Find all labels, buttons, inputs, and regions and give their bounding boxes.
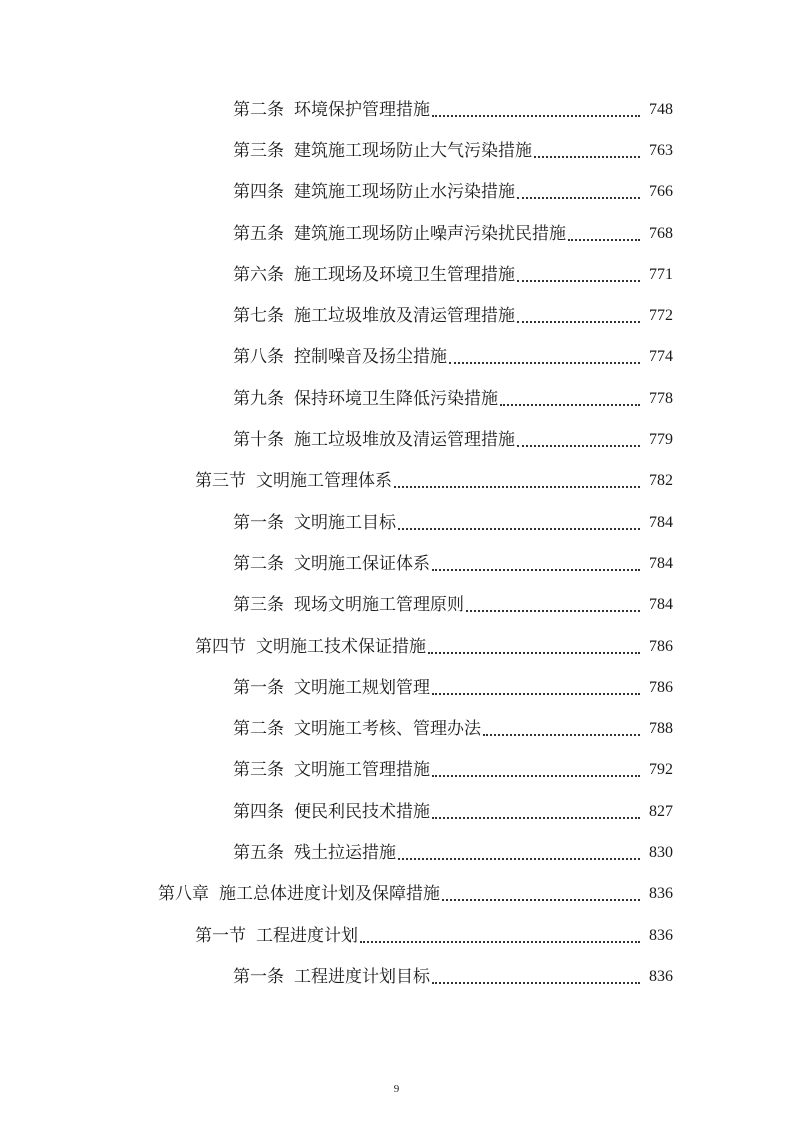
toc-entry-page: 768 [649, 224, 673, 242]
toc-entry[interactable] [0, 585, 793, 626]
toc-leader-dots [517, 301, 640, 323]
toc-entry-label [233, 678, 430, 698]
toc-leader-dots [432, 962, 640, 984]
toc-entry-number: 第一条 [233, 512, 284, 533]
toc-entry-label [233, 224, 566, 244]
toc-leader-dots [483, 714, 640, 736]
toc-entry-label [233, 719, 481, 739]
toc-entry-title: 环境保护管理措施 [294, 99, 430, 120]
toc-entry-label [195, 637, 426, 657]
toc-leader-dots [360, 921, 640, 943]
toc-entry[interactable] [0, 832, 793, 873]
toc-entry-title: 施工垃圾堆放及清运管理措施 [294, 430, 515, 451]
toc-entry-page: 827 [649, 802, 673, 820]
toc-entry-label [233, 967, 430, 987]
toc-entry-page: 766 [649, 183, 673, 201]
toc-entry-label [233, 554, 430, 574]
toc-entry-label [233, 802, 430, 822]
toc-entry-page: 778 [649, 389, 673, 407]
toc-entry-label [233, 347, 447, 367]
toc-entry-number: 第四条 [233, 801, 284, 822]
toc-entry-page: 786 [649, 637, 673, 655]
toc-entry-page: 788 [649, 720, 673, 738]
toc-entry-label [233, 182, 515, 202]
toc-entry-title: 建筑施工现场防止水污染措施 [294, 182, 515, 203]
toc-leader-dots [432, 797, 640, 819]
toc-leader-dots [466, 590, 640, 612]
toc-entry-title: 文明施工管理措施 [294, 760, 430, 781]
toc-entry-label [233, 389, 498, 409]
toc-entry-label [158, 884, 440, 904]
toc-entry-title: 施工垃圾堆放及清运管理措施 [294, 306, 515, 327]
toc-entry-number: 第九条 [233, 388, 284, 409]
toc-entry-title: 建筑施工现场防止噪声污染扰民措施 [294, 223, 566, 244]
toc-entry-page: 771 [649, 265, 673, 283]
toc-leader-dots [428, 632, 640, 654]
toc-entry[interactable] [0, 130, 793, 171]
toc-entry[interactable] [0, 874, 793, 915]
toc-entry[interactable] [0, 708, 793, 749]
toc-entry-number: 第二条 [233, 553, 284, 574]
toc-entry[interactable] [0, 254, 793, 295]
toc-entry-number: 第二条 [233, 99, 284, 120]
toc-entry-label [233, 430, 515, 450]
toc-entry[interactable] [0, 89, 793, 130]
toc-entry-number: 第七条 [233, 306, 284, 327]
toc-entry-page: 836 [649, 926, 673, 944]
toc-leader-dots [398, 838, 640, 860]
table-of-contents [0, 89, 793, 998]
toc-entry-label [195, 926, 358, 946]
toc-entry-page: 784 [649, 596, 673, 614]
toc-leader-dots [517, 260, 640, 282]
toc-entry-page: 792 [649, 761, 673, 779]
toc-entry[interactable] [0, 915, 793, 956]
toc-entry[interactable] [0, 213, 793, 254]
toc-entry-number: 第一条 [233, 966, 284, 987]
toc-entry-label [233, 760, 430, 780]
toc-entry-number: 第四条 [233, 182, 284, 203]
toc-entry[interactable] [0, 502, 793, 543]
toc-entry-page: 784 [649, 554, 673, 572]
toc-entry-title: 文明施工考核、管理办法 [294, 719, 481, 740]
toc-entry-number: 第三条 [233, 140, 284, 161]
toc-entry-title: 施工现场及环境卫生管理措施 [294, 264, 515, 285]
toc-leader-dots [449, 342, 640, 364]
toc-leader-dots [432, 755, 640, 777]
toc-entry-page: 782 [649, 472, 673, 490]
toc-entry-title: 文明施工规划管理 [294, 677, 430, 698]
toc-entry-label [233, 100, 430, 120]
toc-entry-number: 第一节 [195, 925, 246, 946]
toc-entry-number: 第三条 [233, 760, 284, 781]
toc-entry[interactable] [0, 172, 793, 213]
toc-leader-dots [432, 549, 640, 571]
toc-entry-page: 836 [649, 885, 673, 903]
toc-entry-label [195, 471, 392, 491]
toc-entry-title: 工程进度计划目标 [294, 966, 430, 987]
toc-entry-page: 830 [649, 843, 673, 861]
toc-entry-number: 第三节 [195, 471, 246, 492]
toc-entry-number: 第一条 [233, 677, 284, 698]
toc-entry-page: 774 [649, 348, 673, 366]
toc-entry-page: 779 [649, 431, 673, 449]
toc-entry[interactable] [0, 667, 793, 708]
toc-entry-title: 建筑施工现场防止大气污染措施 [294, 140, 532, 161]
toc-leader-dots [500, 384, 640, 406]
toc-entry-title: 施工总体进度计划及保障措施 [219, 884, 440, 905]
toc-entry-number: 第四节 [195, 636, 246, 657]
toc-entry[interactable] [0, 750, 793, 791]
toc-entry-title: 文明施工目标 [294, 512, 396, 533]
toc-entry[interactable] [0, 543, 793, 584]
toc-entry[interactable] [0, 378, 793, 419]
toc-entry-title: 工程进度计划 [256, 925, 358, 946]
toc-leader-dots [517, 425, 640, 447]
toc-leader-dots [534, 136, 640, 158]
toc-entry-title: 便民利民技术措施 [294, 801, 430, 822]
toc-entry[interactable] [0, 626, 793, 667]
toc-entry-title: 现场文明施工管理原则 [294, 595, 464, 616]
toc-entry-label [233, 141, 532, 161]
toc-entry-number: 第十条 [233, 430, 284, 451]
toc-entry-title: 文明施工技术保证措施 [256, 636, 426, 657]
toc-entry-page: 784 [649, 513, 673, 531]
toc-entry-number: 第八章 [158, 884, 209, 905]
toc-entry-number: 第八条 [233, 347, 284, 368]
toc-entry-number: 第五条 [233, 223, 284, 244]
toc-entry-title: 文明施工保证体系 [294, 553, 430, 574]
toc-entry[interactable] [0, 461, 793, 502]
toc-entry-page: 786 [649, 678, 673, 696]
toc-entry-title: 保持环境卫生降低污染措施 [294, 388, 498, 409]
toc-leader-dots [442, 879, 640, 901]
toc-leader-dots [568, 219, 640, 241]
toc-entry-label [233, 843, 396, 863]
toc-entry-page: 772 [649, 307, 673, 325]
toc-entry-title: 文明施工管理体系 [256, 471, 392, 492]
toc-entry-label [233, 265, 515, 285]
toc-entry-label [233, 306, 515, 326]
page-number: 9 [393, 1083, 400, 1095]
toc-entry-label [233, 595, 464, 615]
toc-entry-number: 第五条 [233, 842, 284, 863]
toc-leader-dots [398, 508, 640, 530]
toc-entry-title: 控制噪音及扬尘措施 [294, 347, 447, 368]
toc-entry-number: 第二条 [233, 719, 284, 740]
toc-entry[interactable] [0, 337, 793, 378]
toc-entry-number: 第三条 [233, 595, 284, 616]
toc-entry[interactable] [0, 791, 793, 832]
toc-leader-dots [394, 466, 640, 488]
toc-leader-dots [432, 673, 640, 695]
toc-entry-page: 763 [649, 141, 673, 159]
toc-leader-dots [432, 95, 640, 117]
toc-entry[interactable] [0, 419, 793, 460]
toc-entry[interactable] [0, 956, 793, 997]
toc-entry-label [233, 513, 396, 533]
toc-entry-page: 836 [649, 967, 673, 985]
toc-entry-number: 第六条 [233, 264, 284, 285]
toc-leader-dots [517, 177, 640, 199]
toc-entry-page: 748 [649, 100, 673, 118]
toc-entry[interactable] [0, 295, 793, 336]
toc-entry-title: 残土拉运措施 [294, 842, 396, 863]
